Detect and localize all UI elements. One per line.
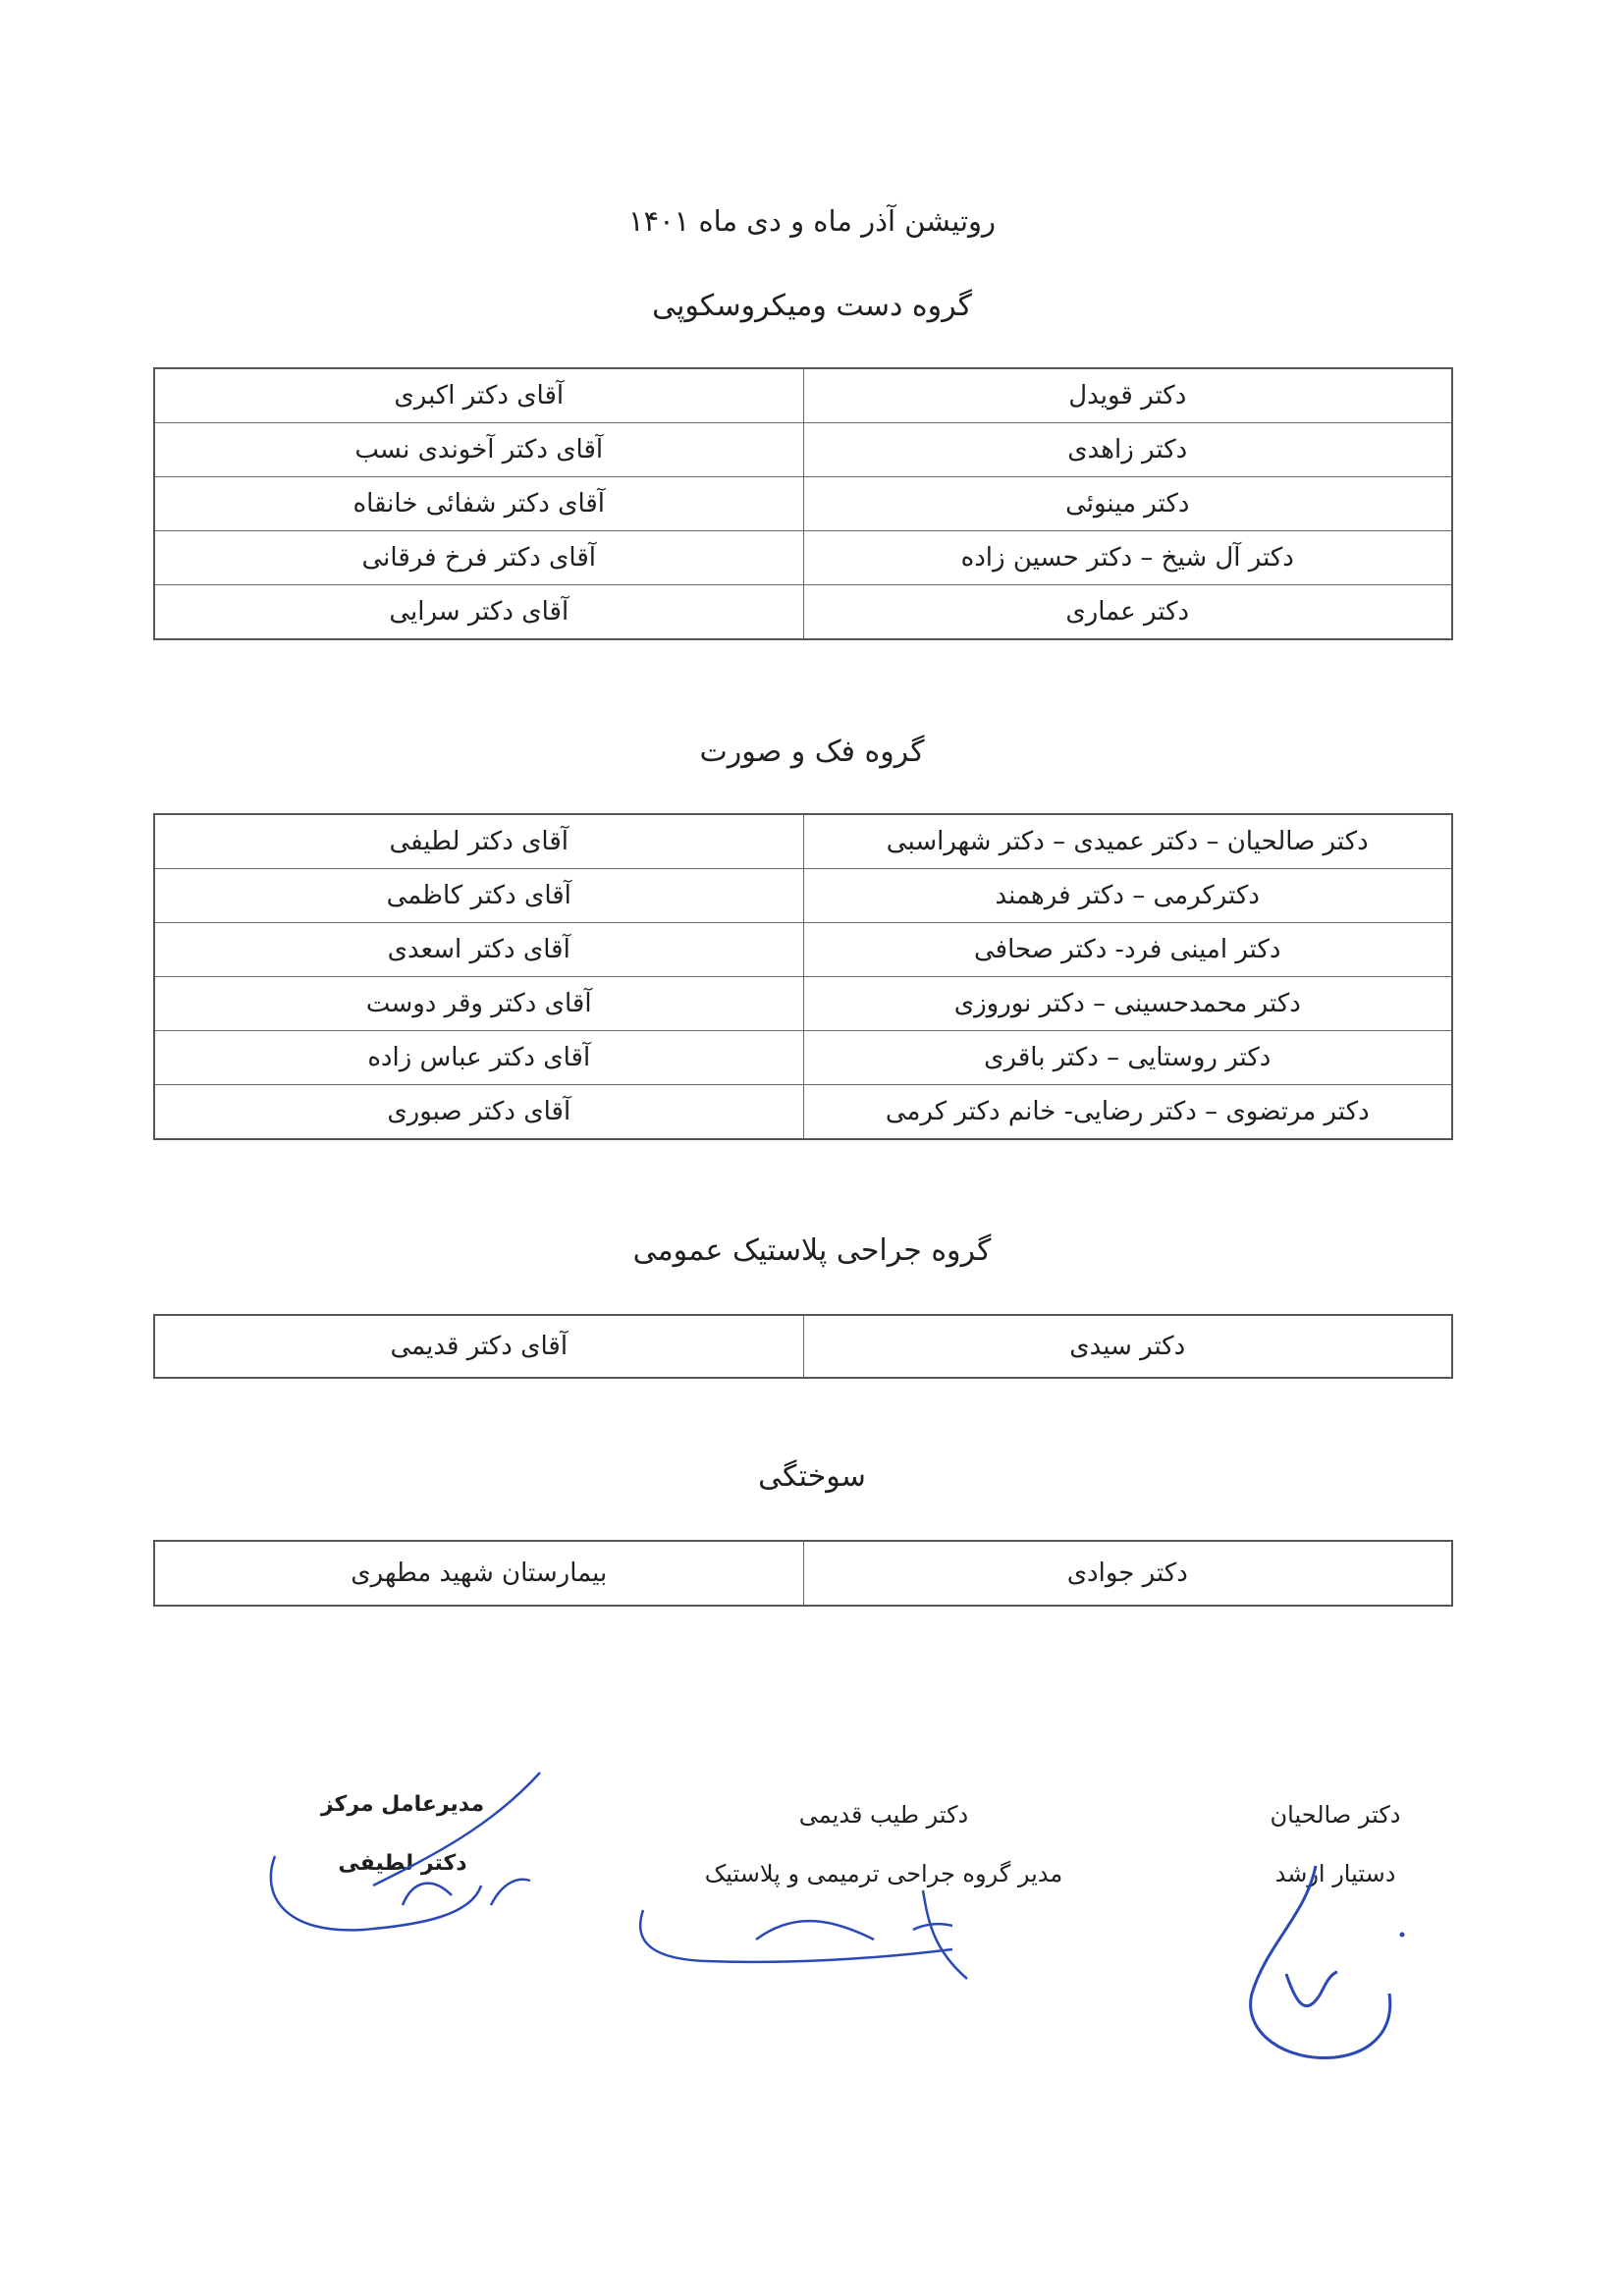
document-title: روتیشن آذر ماه و دی ماه ۱۴۰۱ <box>627 204 997 238</box>
roster-table-maxillofacial <box>153 813 1453 1140</box>
doctor-cell: دکتر زاهدی <box>803 423 1452 477</box>
group-heading-maxillofacial: گروه فک و صورت <box>699 735 925 769</box>
group-heading-hand-microscopy: گروه دست ومیکروسکوپی <box>652 289 972 323</box>
attending-cell: آقای دکتر لطیفی <box>154 814 803 869</box>
attending-cell: آقای دکتر اکبری <box>154 368 803 423</box>
table-row <box>154 423 1452 477</box>
attending-cell: بیمارستان شهید مطهری <box>154 1541 803 1606</box>
doctor-cell: دکترکرمی – دکتر فرهمند <box>803 869 1452 923</box>
signature-scribble-group-head <box>628 1871 992 1998</box>
attending-cell: آقای دکتر اسعدی <box>154 923 803 977</box>
table-row <box>154 977 1452 1031</box>
doctor-cell: دکتر مینوئی <box>803 477 1452 531</box>
table-row <box>154 1541 1452 1606</box>
attending-cell: آقای دکتر وقر دوست <box>154 977 803 1031</box>
roster-table-burn <box>153 1540 1453 1607</box>
doctor-cell: دکتر آل شیخ – دکتر حسین زاده <box>803 531 1452 585</box>
signature-name: دکتر صالحیان <box>1270 1801 1401 1829</box>
table-row <box>154 585 1452 640</box>
doctor-cell: دکتر قویدل <box>803 368 1452 423</box>
group-heading-general-plastic: گروه جراحی پلاستیک عمومی <box>632 1233 992 1268</box>
doctor-cell: دکتر مرتضوی – دکتر رضایی- خانم دکتر کرمی <box>803 1085 1452 1140</box>
signature-name: دکتر طیب قدیمی <box>798 1801 969 1829</box>
attending-cell: آقای دکتر فرخ فرقانی <box>154 531 803 585</box>
attending-cell: آقای دکتر شفائی خانقاه <box>154 477 803 531</box>
signature-scribble-center-director <box>255 1768 560 1944</box>
doctor-cell: دکتر جوادی <box>803 1541 1452 1606</box>
doctor-cell: دکتر روستایی – دکتر باقری <box>803 1031 1452 1085</box>
table-row <box>154 814 1452 869</box>
signature-role: دستیار ارشد <box>1274 1860 1396 1887</box>
doctor-cell: دکتر امینی فرد- دکتر صحافی <box>803 923 1452 977</box>
doctor-cell: دکتر سیدی <box>803 1315 1452 1378</box>
signature-name: دکتر لطیفی <box>338 1851 467 1876</box>
attending-cell: آقای دکتر سرایی <box>154 585 803 640</box>
signature-role: مدیرعامل مرکز <box>320 1792 485 1817</box>
attending-cell: آقای دکتر کاظمی <box>154 869 803 923</box>
table-row <box>154 1031 1452 1085</box>
table-row <box>154 1085 1452 1140</box>
table-row <box>154 477 1452 531</box>
table-row <box>154 1315 1452 1378</box>
attending-cell: آقای دکتر صبوری <box>154 1085 803 1140</box>
table-row <box>154 531 1452 585</box>
roster-table-hand-microscopy <box>153 367 1453 640</box>
table-row <box>154 923 1452 977</box>
roster-table-general-plastic <box>153 1314 1453 1379</box>
attending-cell: آقای دکتر آخوندی نسب <box>154 423 803 477</box>
group-heading-burn: سوختگی <box>758 1459 866 1494</box>
signature-scribble-resident <box>1227 1856 1424 2072</box>
doctor-cell: دکتر محمدحسینی – دکتر نوروزی <box>803 977 1452 1031</box>
doctor-cell: دکتر صالحیان – دکتر عمیدی – دکتر شهراسبی <box>803 814 1452 869</box>
signature-role: مدیر گروه جراحی ترمیمی و پلاستیک <box>704 1860 1063 1887</box>
table-row <box>154 368 1452 423</box>
attending-cell: آقای دکتر عباس زاده <box>154 1031 803 1085</box>
attending-cell: آقای دکتر قدیمی <box>154 1315 803 1378</box>
table-row <box>154 869 1452 923</box>
doctor-cell: دکتر عماری <box>803 585 1452 640</box>
